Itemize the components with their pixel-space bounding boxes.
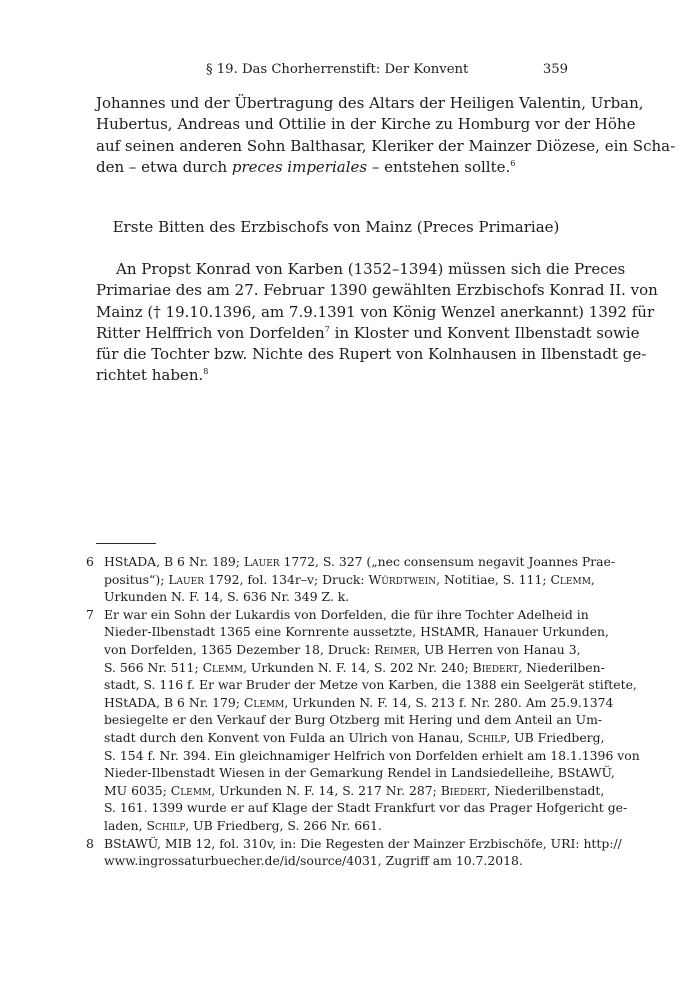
italic-term: preces imperiales [231, 157, 368, 176]
footnote-line: HStADA, B 6 Nr. 189; Lauer 1772, S. 327 („nec consensum negavit Joannes Prae- [104, 554, 616, 569]
footnote-line: besiegelte er den Verkauf der Burg Otzberg mit Hering und dem Anteil an Um- [104, 712, 603, 728]
text-segment: in Kloster und Konvent Ilbenstadt sowie [329, 323, 640, 342]
text-segment: den – etwa durch [96, 157, 232, 176]
text-segment: – entstehen sollte. [367, 157, 511, 176]
text-line: Johannes und der Übertragung des Altars der Heiligen Valentin, Urban, [96, 94, 644, 112]
paragraph-1 [96, 93, 676, 178]
section-heading: Erste Bitten des Erzbischofs von Mainz (Preces Primariae) [112, 218, 560, 236]
footnote-line: von Dorfelden, 1365 Dezember 18, Druck: Reimer, UB Herren von Hanau 3, [104, 641, 581, 657]
footnote-ref-8: 8 [203, 367, 209, 377]
footnote-number: 6 [86, 554, 94, 569]
footnote-line: laden, Schilp, UB Friedberg, S. 266 Nr. 661. [104, 817, 382, 833]
footnote-line: S. 161. 1399 wurde er auf Klage der Stadt Frankfurt vor das Prager Hofgericht ge- [104, 800, 628, 816]
footnote-line: Nieder-Ilbenstadt Wiesen in der Gemarkung Rendel in Landsiedelleihe, BStAWÜ, [104, 765, 615, 781]
footnote-separator [96, 543, 156, 544]
footnote-number: 8 [86, 835, 94, 851]
text-segment: Ritter Helffrich von Dorfelden [96, 323, 325, 342]
text-line: für die Tochter bzw. Nichte des Rupert von Kolnhausen in Ilbenstadt ge- [96, 345, 647, 364]
footnote-line: Urkunden N. F. 14, S. 636 Nr. 349 Z. k. [104, 589, 350, 605]
page-number: 359 [542, 62, 568, 77]
footnote-line: positus“); Lauer 1792, fol. 134r–v; Druck: Würdtwein, Notitiae, S. 111; Clemm, [104, 571, 595, 587]
text-line: auf seinen anderen Sohn Balthasar, Kleriker der Mainzer Diözese, ein Scha- [96, 136, 676, 155]
footnotes [86, 553, 640, 870]
paragraph-2 [96, 259, 658, 387]
footnote-ref-6: 6 [510, 158, 516, 168]
footnote-8 [86, 835, 622, 870]
text-segment: richtet haben. [96, 366, 204, 385]
running-head-title: § 19. Das Chorherrenstift: Der Konvent [206, 62, 469, 77]
footnote-line: S. 566 Nr. 511; Clemm, Urkunden N. F. 14, S. 202 Nr. 240; Biedert, Niederilben- [104, 659, 605, 675]
footnote-7 [86, 606, 640, 835]
text-line [96, 365, 576, 386]
text-line: Mainz († 19.10.1396, am 7.9.1391 von König Wenzel anerkannt) 1392 für [96, 302, 655, 321]
footnote-line: stadt durch den Konvent von Fulda an Ulrich von Hanau, Schilp, UB Friedberg, [104, 729, 605, 745]
footnote-ref-7: 7 [324, 324, 330, 334]
text-line [96, 323, 640, 344]
footnote-line: MU 6035; Clemm, Urkunden N. F. 14, S. 217 Nr. 287; Biedert, Niederilbenstadt, [104, 782, 605, 798]
text-line: An Propst Konrad von Karben (1352–1394) müssen sich die Preces [116, 260, 626, 278]
footnote-number: 7 [86, 606, 94, 622]
footnote-6 [86, 553, 616, 606]
footnote-line: Nieder-Ilbenstadt 1365 eine Kornrente aussetzte, HStAMR, Hanauer Urkunden, [104, 624, 609, 640]
footnote-line: Er war ein Sohn der Lukardis von Dorfelden, die für ihre Tochter Adelheid in [104, 606, 589, 622]
text-line: Primariae des am 27. Februar 1390 gewählten Erzbischofs Konrad II. von [96, 281, 658, 300]
footnote-line: stadt, S. 116 f. Er war Bruder der Metze von Karben, die 1388 ein Seelgerät stiftete, [104, 677, 637, 693]
footnote-line: www.ingrossaturbuecher.de/id/source/4031, Zugriff am 10.7.2018. [104, 853, 523, 869]
footnote-line: S. 154 f. Nr. 394. Ein gleichnamiger Helfrich von Dorfelden erhielt am 18.1.1396 von [104, 747, 640, 763]
text-line [96, 157, 576, 178]
text-line: Hubertus, Andreas und Ottilie in der Kirche zu Homburg vor der Höhe [96, 115, 636, 134]
footnote-line: HStADA, B 6 Nr. 179; Clemm, Urkunden N. F. 14, S. 213 f. Nr. 280. Am 25.9.1374 [104, 694, 614, 710]
footnote-line: BStAWÜ, MIB 12, fol. 310v, in: Die Regesten der Mainzer Erzbischöfe, URI: http:// [104, 835, 622, 851]
running-head [96, 62, 576, 82]
